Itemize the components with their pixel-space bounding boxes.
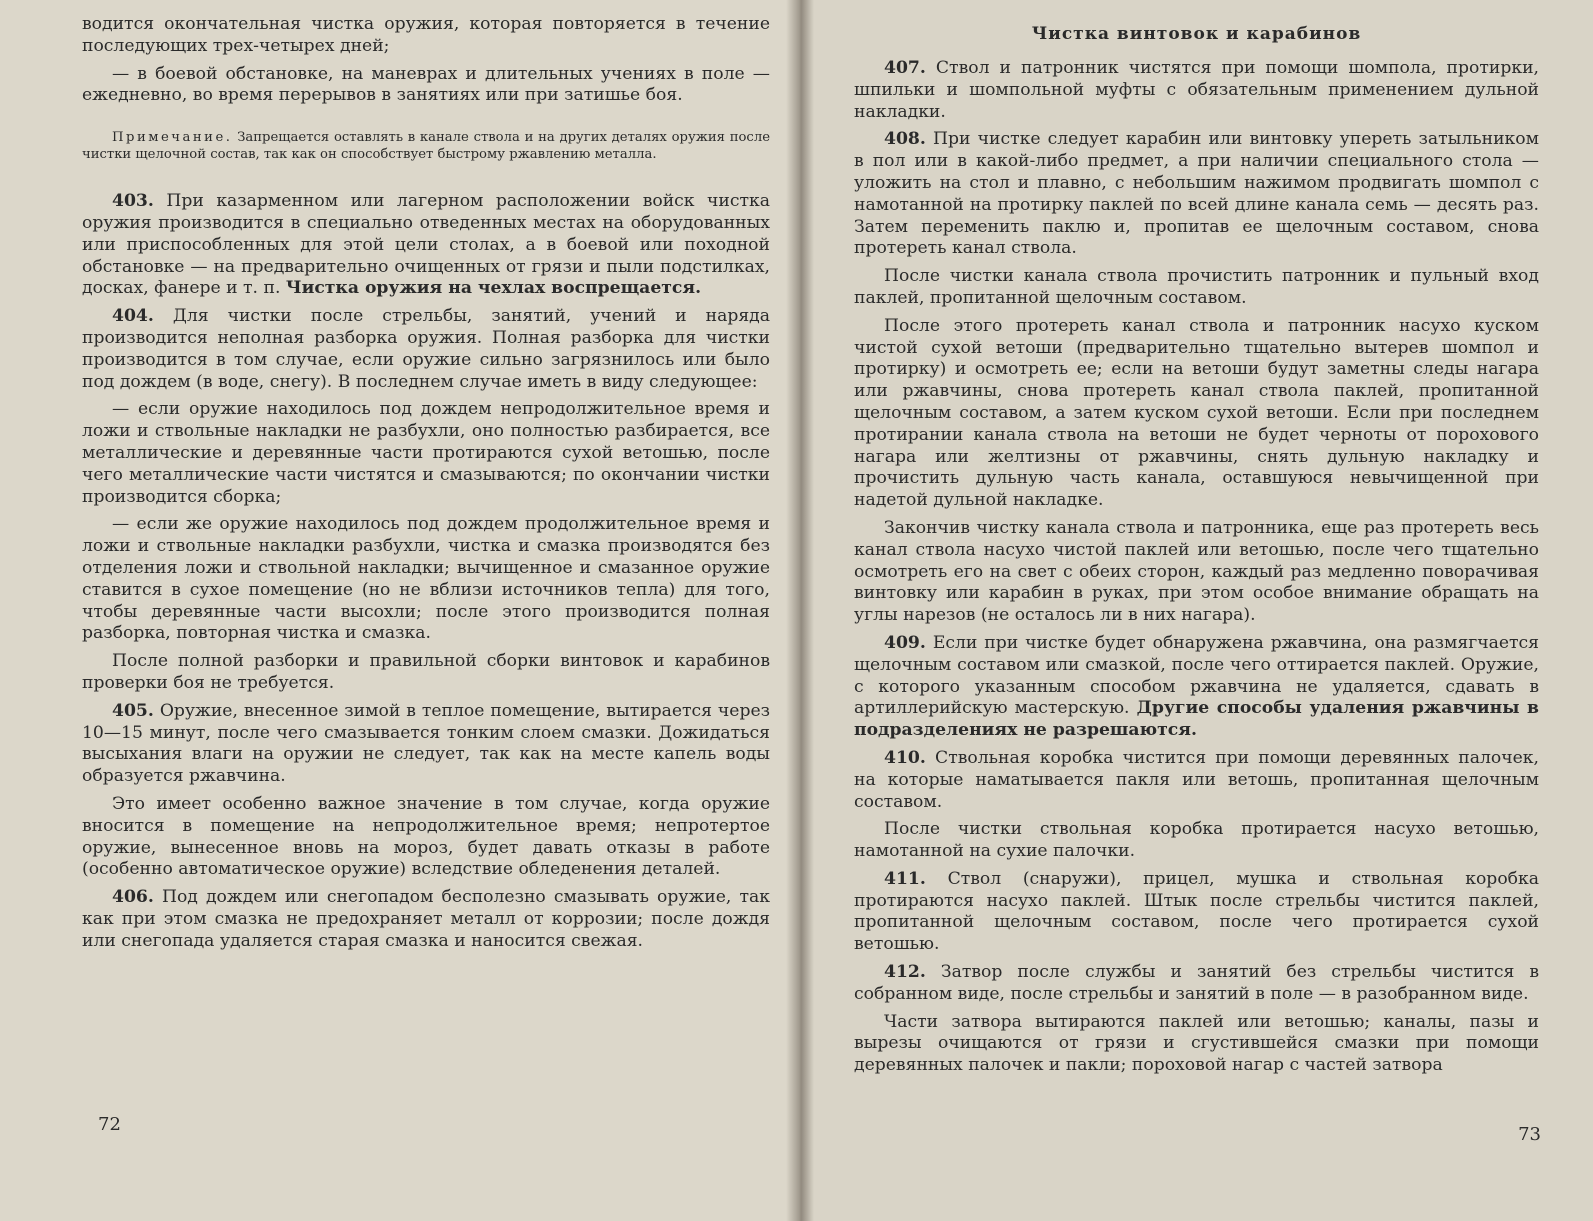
paragraph-408-b: После чистки канала ствола прочистить патронник и пульный вход паклей, пропитанной щелочным составом.	[854, 266, 1539, 308]
paragraph-text: Для чистки после стрельбы, занятий, учений и наряда производится неполная разборка оружия. Полная разборка для чистки производится в том случае, если оружие сильно загрязнилось или было под дождем (в воде, снегу). В последнем случае иметь в виду следующее:	[82, 306, 770, 392]
paragraph-405	[82, 701, 770, 788]
paragraph-text: Под дождем или снегопадом бесполезно смазывать оружие, так как при этом смазка не предохраняет металл от коррозии; после дождя или снегопада удаляется старая смазка и наносится свежая.	[82, 887, 770, 951]
paragraph-number: 408.	[884, 129, 926, 150]
paragraph-404-c: После полной разборки и правильной сборки винтовок и карабинов проверки боя не требуется.	[82, 651, 770, 693]
paragraph-408-d: Закончив чистку канала ствола и патронника, еще раз протереть весь канал ствола насухо чистой паклей или ветошью, после чего тщательно осмотреть его на свет с обеих сторон, каждый раз медленно поворачивая винтовку или карабин в руках, при этом особое внимание обращать на углы нарезов (не осталось ли в них нагара).	[854, 517, 1539, 626]
paragraph-number: 405.	[112, 700, 154, 721]
paragraph-text: Если при чистке будет обнаружена ржавчина, она размягчается щелочным составом или смазкой, после чего оттирается паклей. Оружие, с которого указанным способом ржавчина не удаляется, сдавать в артиллерийскую мастерскую.	[854, 632, 1539, 719]
paragraph-411	[854, 869, 1539, 956]
paragraph-number: 404.	[112, 306, 154, 327]
paragraph-text: Ствол (снаружи), прицел, мушка и ствольная коробка протираются насухо паклей. Штык после стрельбы чистится паклей, пропитанной щелочным составом, после чего протирается сухой ветошью.	[854, 868, 1539, 955]
paragraph-number: 411.	[884, 868, 926, 889]
paragraph-text: Ствол и патронник чистятся при помощи шомпола, протирки, шпильки и шомпольной муфты с обязательным применением дульной накладки.	[854, 58, 1539, 122]
page-number-right: 73	[1518, 1124, 1541, 1145]
bold-rule: Чистка оружия на чехлах воспрещается.	[285, 278, 702, 299]
paragraph-412-b: Части затвора вытираются паклей или ветошью; каналы, пазы и вырезы очищаются от грязи и сгустившейся смазки при помощи деревянных палочек и пакли; пороховой нагар с частей затвора	[854, 1011, 1539, 1076]
note-label: Примечание.	[112, 130, 233, 146]
paragraph-406	[82, 887, 770, 952]
paragraph-combat-conditions: — в боевой обстановке, на маневрах и длительных учениях в поле — ежедневно, во время перерывов в занятиях или при затишье боя.	[82, 63, 770, 106]
paragraph-number: 410.	[884, 747, 926, 768]
paragraph-410	[854, 748, 1539, 813]
paragraph-404-b: — если же оружие находилось под дождем продолжительное время и ложи и ствольные накладки разбухли, чистка и смазка производятся без отделения ложи и ствольной накладки; вычищенное и смазанное оружие ставится в сухое помещение (но не вблизи источников тепла) для того, чтобы деревянные части высохли; после этого производится полная разборка, повторная чистка и смазка.	[82, 514, 770, 644]
right-page	[800, 0, 1593, 1221]
paragraph-404	[82, 306, 770, 393]
paragraph-number: 403.	[112, 191, 154, 212]
paragraph-text: Оружие, внесенное зимой в теплое помещение, вытирается через 10—15 минут, после чего смазывается тонким слоем смазки. Дожидаться высыхания влаги на оружии не следует, так как на месте капель воды образуется ржавчина.	[82, 700, 771, 787]
page-number-left: 72	[98, 1114, 121, 1135]
paragraph-continued: водится окончательная чистка оружия, которая повторяется в течение последующих трех-четырех дней;	[82, 14, 770, 56]
paragraph-text: При казарменном или лагерном расположении войск чистка оружия производится в специально отведенных местах на оборудованных или приспособленных для этой цели столах, а в боевой или походной обстановке — на предварительно очищенных от грязи и пыли подстилках, досках, фанере и т. п.	[82, 191, 770, 299]
paragraph-410-b: После чистки ствольная коробка протирается насухо ветошью, намотанной на сухие палочки.	[854, 819, 1539, 862]
bold-rule: Другие способы удаления ржавчины в подразделениях не разрешаются.	[854, 698, 1539, 741]
note	[82, 129, 770, 163]
paragraph-404-a: — если оружие находилось под дождем непродолжительное время и ложи и ствольные накладки не разбухли, оно полностью разбирается, все металлические и деревянные части протираются сухой ветошью, после чего металлические части чистятся и смазываются; по окончании чистки производится сборка;	[82, 399, 770, 507]
paragraph-number: 409.	[884, 632, 926, 653]
paragraph-text: Затвор после службы и занятий без стрельбы чистится в собранном виде, после стрельбы и занятий в поле — в разобранном виде.	[854, 962, 1539, 1004]
note-text: Запрещается оставлять в канале ствола и на других деталях оружия после чистки щелочной состав, так как он способствует быстрому ржавлению металла.	[82, 130, 770, 163]
paragraph-408-c: После этого протереть канал ствола и патронник насухо куском чистой сухой ветоши (предварительно тщательно вытерев шомпол и протирку) и осмотреть ее; если на ветоши будут заметны следы нагара или ржавчины, снова протереть канал ствола паклей, пропитанной щелочным составом, а затем куском сухой ветоши. Если при последнем протирании канала ствола на ветоши не будет черноты от порохового нагара или желтизны от ржавчины, снять дульную накладку и прочистить дульную часть канала, оставшуюся невычищенной при надетой дульной накладке.	[854, 315, 1539, 511]
book-gutter	[786, 0, 814, 1221]
paragraph-408	[854, 129, 1539, 260]
paragraph-number: 406.	[112, 887, 154, 908]
paragraph-405-b: Это имеет особенно важное значение в том случае, когда оружие вносится в помещение на непродолжительное время; непротертое оружие, вынесенное вновь на мороз, будет давать отказы в работе (особенно автоматическое оружие) вследствие обледенения деталей.	[82, 793, 770, 880]
running-head: Чистка винтовок и карабинов	[1031, 24, 1362, 44]
paragraph-number: 407.	[884, 58, 926, 78]
paragraph-text: Ствольная коробка чистится при помощи деревянных палочек, на которые наматывается пакля или ветошь, пропитанная щелочным составом.	[854, 747, 1539, 812]
paragraph-409	[854, 633, 1539, 742]
paragraph-407	[854, 58, 1539, 123]
paragraph-text: При чистке следует карабин или винтовку упереть затыльником в пол или в какой-либо предмет, а при наличии специального стола — уложить на стол и плавно, с небольшим нажимом продвигать шомпол с намотанной на протирку паклей по всей длине канала семь — десять раз. Затем переменить паклю и, пропитав ее щелочным составом, снова протереть канал ствола.	[854, 129, 1540, 259]
paragraph-403	[82, 191, 770, 300]
paragraph-number: 412.	[884, 962, 926, 983]
paragraph-412	[854, 962, 1539, 1006]
